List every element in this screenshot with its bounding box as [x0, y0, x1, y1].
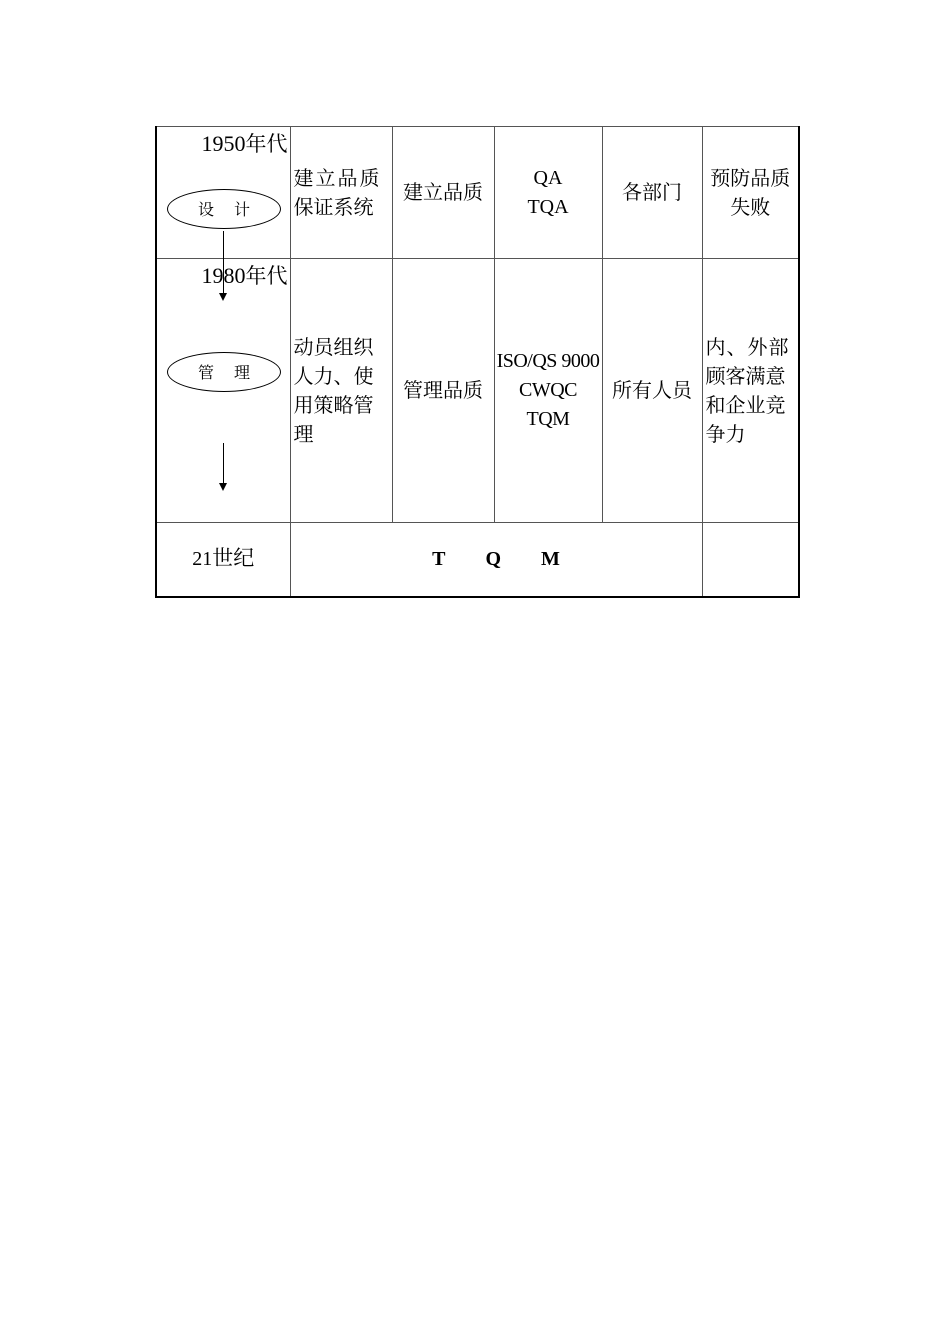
approach-cell-1980: 动员组织 人力、使 用策略管 理 — [290, 259, 392, 523]
era-label-1980: 1980年代 — [201, 263, 288, 288]
approach-cell-1950: 建立品质 保证系统 — [290, 127, 392, 259]
era-cell-21st-century: 21世纪 — [156, 523, 290, 597]
systems-cell-1980: ISO/QS 9000 CWQC TQM — [494, 259, 602, 523]
stage-oval-design: 设计 — [167, 189, 281, 229]
table-row-1950 — [156, 127, 799, 259]
era-cell-1980 — [156, 259, 290, 523]
table-row-21st-century — [156, 523, 799, 597]
era-cell-1950 — [156, 127, 290, 259]
era-label-1950: 1950年代 — [201, 131, 288, 156]
systems-cell-1950: QA TQA — [494, 127, 602, 259]
quality-evolution-table — [155, 126, 800, 598]
goal-cell-1980: 内、外部 顾客满意 和企业竞 争力 — [702, 259, 799, 523]
goal-cell-1950: 预防品质 失败 — [702, 127, 799, 259]
tqm-cell: T Q M — [290, 523, 702, 597]
focus-cell-1980: 管理品质 — [392, 259, 494, 523]
participants-cell-1950: 各部门 — [602, 127, 702, 259]
empty-cell — [702, 523, 799, 597]
down-arrow-icon — [223, 443, 224, 489]
participants-cell-1980: 所有人员 — [602, 259, 702, 523]
table-row-1980 — [156, 259, 799, 523]
focus-cell-1950: 建立品质 — [392, 127, 494, 259]
stage-oval-management: 管理 — [167, 352, 281, 392]
